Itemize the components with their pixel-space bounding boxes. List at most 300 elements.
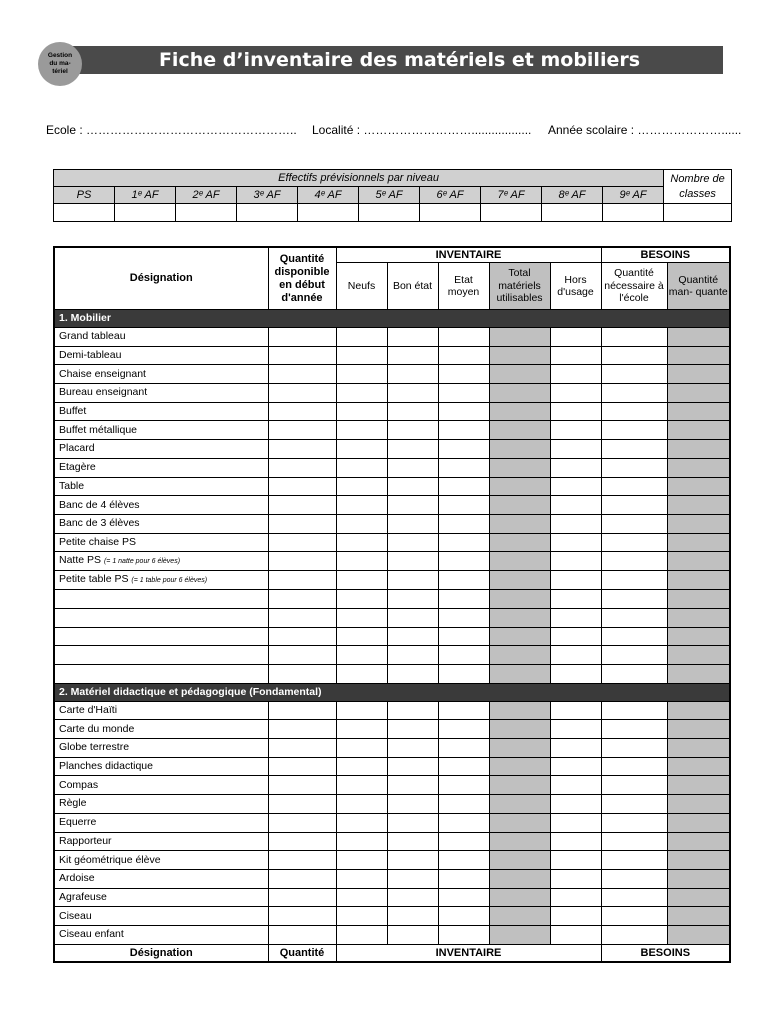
- entry-cell[interactable]: [336, 832, 387, 851]
- entry-cell[interactable]: [387, 907, 438, 926]
- entry-cell[interactable]: [667, 346, 730, 365]
- item-designation: [54, 888, 268, 907]
- entry-cell[interactable]: [667, 795, 730, 814]
- entry-cell[interactable]: [667, 701, 730, 720]
- entry-cell[interactable]: [601, 907, 667, 926]
- entry-cell[interactable]: [667, 776, 730, 795]
- effectif-input-cell[interactable]: [481, 204, 542, 222]
- item-label: Carte d'Haïti: [59, 704, 118, 717]
- entry-cell[interactable]: [387, 477, 438, 496]
- entry-cell[interactable]: [438, 552, 489, 571]
- entry-cell[interactable]: [550, 851, 601, 870]
- entry-cell[interactable]: [438, 795, 489, 814]
- entry-cell[interactable]: [438, 346, 489, 365]
- entry-cell[interactable]: [387, 627, 438, 646]
- entry-cell[interactable]: [667, 869, 730, 888]
- table-row: [54, 739, 730, 758]
- entry-cell[interactable]: [489, 477, 550, 496]
- entry-cell[interactable]: [667, 925, 730, 944]
- entry-cell[interactable]: [550, 440, 601, 459]
- entry-cell[interactable]: [438, 514, 489, 533]
- entry-cell[interactable]: [601, 701, 667, 720]
- entry-cell[interactable]: [387, 776, 438, 795]
- entry-cell[interactable]: [667, 514, 730, 533]
- entry-cell[interactable]: [438, 701, 489, 720]
- entry-cell[interactable]: [268, 552, 336, 571]
- entry-cell[interactable]: [336, 477, 387, 496]
- entry-cell[interactable]: [601, 608, 667, 627]
- entry-cell[interactable]: [667, 590, 730, 609]
- entry-cell[interactable]: [336, 907, 387, 926]
- section-title: 2. Matériel didactique et pédagogique (Fondamental): [54, 683, 730, 701]
- item-designation: [54, 346, 268, 365]
- effectifs-table: [53, 169, 732, 222]
- entry-cell[interactable]: [387, 533, 438, 552]
- entry-cell[interactable]: [667, 832, 730, 851]
- entry-cell[interactable]: [336, 328, 387, 347]
- entry-cell[interactable]: [268, 571, 336, 590]
- entry-cell[interactable]: [550, 869, 601, 888]
- entry-cell[interactable]: [387, 795, 438, 814]
- effectif-input-cell[interactable]: [359, 204, 420, 222]
- entry-cell[interactable]: [489, 757, 550, 776]
- entry-cell[interactable]: [667, 458, 730, 477]
- entry-cell[interactable]: [387, 757, 438, 776]
- entry-cell[interactable]: [268, 627, 336, 646]
- entry-cell[interactable]: [601, 440, 667, 459]
- entry-cell[interactable]: [489, 869, 550, 888]
- entry-cell[interactable]: [387, 813, 438, 832]
- entry-cell[interactable]: [601, 402, 667, 421]
- table-row: [54, 720, 730, 739]
- entry-cell[interactable]: [268, 832, 336, 851]
- entry-cell[interactable]: [601, 739, 667, 758]
- entry-cell[interactable]: [336, 421, 387, 440]
- item-designation: [54, 402, 268, 421]
- effectif-input-cell[interactable]: [237, 204, 298, 222]
- effectif-input-cell[interactable]: [298, 204, 359, 222]
- entry-cell[interactable]: [387, 701, 438, 720]
- entry-cell[interactable]: [667, 384, 730, 403]
- entry-cell[interactable]: [336, 888, 387, 907]
- entry-cell[interactable]: [438, 421, 489, 440]
- entry-cell[interactable]: [438, 813, 489, 832]
- effectif-input-cell[interactable]: [603, 204, 664, 222]
- entry-cell[interactable]: [489, 384, 550, 403]
- entry-cell[interactable]: [336, 813, 387, 832]
- entry-cell[interactable]: [268, 646, 336, 665]
- table-row: [54, 440, 730, 459]
- entry-cell[interactable]: [438, 477, 489, 496]
- entry-cell[interactable]: [489, 646, 550, 665]
- entry-cell[interactable]: [601, 813, 667, 832]
- entry-cell[interactable]: [550, 888, 601, 907]
- entry-cell[interactable]: [268, 813, 336, 832]
- entry-cell[interactable]: [268, 440, 336, 459]
- entry-cell[interactable]: [667, 813, 730, 832]
- entry-cell[interactable]: [601, 627, 667, 646]
- entry-cell[interactable]: [489, 739, 550, 758]
- entry-cell[interactable]: [268, 701, 336, 720]
- entry-cell[interactable]: [489, 907, 550, 926]
- entry-cell[interactable]: [336, 925, 387, 944]
- entry-cell[interactable]: [387, 665, 438, 684]
- entry-cell[interactable]: [268, 851, 336, 870]
- entry-cell[interactable]: [489, 813, 550, 832]
- level-label: PS: [54, 187, 115, 204]
- entry-cell[interactable]: [438, 646, 489, 665]
- entry-cell[interactable]: [550, 907, 601, 926]
- item-designation: [54, 925, 268, 944]
- entry-cell[interactable]: [601, 514, 667, 533]
- entry-cell[interactable]: [489, 571, 550, 590]
- entry-cell[interactable]: [550, 646, 601, 665]
- inventaire-subheader: Etat moyen: [438, 263, 489, 310]
- entry-cell[interactable]: [667, 907, 730, 926]
- entry-cell[interactable]: [268, 496, 336, 515]
- entry-cell[interactable]: [550, 701, 601, 720]
- entry-cell[interactable]: [268, 328, 336, 347]
- entry-cell[interactable]: [667, 720, 730, 739]
- effectif-input-cell[interactable]: [54, 204, 115, 222]
- entry-cell[interactable]: [268, 458, 336, 477]
- entry-cell[interactable]: [387, 328, 438, 347]
- entry-cell[interactable]: [387, 421, 438, 440]
- nombre-classes-cell[interactable]: [664, 204, 732, 222]
- entry-cell[interactable]: [336, 851, 387, 870]
- entry-cell[interactable]: [489, 458, 550, 477]
- entry-cell[interactable]: [489, 496, 550, 515]
- entry-cell[interactable]: [268, 776, 336, 795]
- entry-cell[interactable]: [387, 608, 438, 627]
- entry-cell[interactable]: [336, 757, 387, 776]
- entry-cell[interactable]: [336, 869, 387, 888]
- entry-cell[interactable]: [489, 402, 550, 421]
- entry-cell[interactable]: [438, 907, 489, 926]
- entry-cell[interactable]: [489, 720, 550, 739]
- entry-cell[interactable]: [268, 925, 336, 944]
- entry-cell[interactable]: [601, 477, 667, 496]
- entry-cell[interactable]: [601, 888, 667, 907]
- entry-cell[interactable]: [387, 402, 438, 421]
- entry-cell[interactable]: [667, 608, 730, 627]
- entry-cell[interactable]: [489, 440, 550, 459]
- entry-cell[interactable]: [489, 851, 550, 870]
- entry-cell[interactable]: [268, 757, 336, 776]
- entry-cell[interactable]: [336, 739, 387, 758]
- entry-cell[interactable]: [438, 925, 489, 944]
- entry-cell[interactable]: [268, 888, 336, 907]
- entry-cell[interactable]: [336, 646, 387, 665]
- entry-cell[interactable]: [667, 365, 730, 384]
- entry-cell[interactable]: [268, 514, 336, 533]
- entry-cell[interactable]: [667, 571, 730, 590]
- entry-cell[interactable]: [387, 458, 438, 477]
- localite-field: Localité : ………………………..................: [312, 123, 532, 137]
- table-row: [54, 776, 730, 795]
- entry-cell[interactable]: [550, 925, 601, 944]
- entry-cell[interactable]: [268, 346, 336, 365]
- entry-cell[interactable]: [268, 590, 336, 609]
- effectif-input-cell[interactable]: [420, 204, 481, 222]
- entry-cell[interactable]: [550, 477, 601, 496]
- entry-cell[interactable]: [268, 533, 336, 552]
- level-label: 1ᵉ AF: [115, 187, 176, 204]
- entry-cell[interactable]: [336, 384, 387, 403]
- entry-cell[interactable]: [667, 851, 730, 870]
- entry-cell[interactable]: [387, 571, 438, 590]
- entry-cell[interactable]: [601, 925, 667, 944]
- entry-cell[interactable]: [438, 888, 489, 907]
- entry-cell[interactable]: [268, 402, 336, 421]
- entry-cell[interactable]: [438, 869, 489, 888]
- entry-cell[interactable]: [387, 496, 438, 515]
- entry-cell[interactable]: [387, 590, 438, 609]
- entry-cell[interactable]: [550, 496, 601, 515]
- entry-cell[interactable]: [336, 458, 387, 477]
- entry-cell[interactable]: [601, 571, 667, 590]
- entry-cell[interactable]: [438, 365, 489, 384]
- entry-cell[interactable]: [550, 552, 601, 571]
- entry-cell[interactable]: [438, 458, 489, 477]
- entry-cell[interactable]: [387, 851, 438, 870]
- entry-cell[interactable]: [387, 514, 438, 533]
- entry-cell[interactable]: [601, 458, 667, 477]
- entry-cell[interactable]: [601, 552, 667, 571]
- table-row: [54, 458, 730, 477]
- entry-cell[interactable]: [268, 384, 336, 403]
- entry-cell[interactable]: [489, 590, 550, 609]
- entry-cell[interactable]: [387, 888, 438, 907]
- entry-cell[interactable]: [387, 384, 438, 403]
- entry-cell[interactable]: [489, 346, 550, 365]
- item-designation: [54, 720, 268, 739]
- item-label: Globe terrestre: [59, 741, 130, 754]
- entry-cell[interactable]: [601, 757, 667, 776]
- entry-cell[interactable]: [438, 739, 489, 758]
- entry-cell[interactable]: [268, 477, 336, 496]
- entry-cell[interactable]: [601, 795, 667, 814]
- entry-cell[interactable]: [336, 440, 387, 459]
- entry-cell[interactable]: [438, 832, 489, 851]
- footer-header-row: [54, 944, 730, 962]
- entry-cell[interactable]: [601, 646, 667, 665]
- entry-cell[interactable]: [550, 384, 601, 403]
- entry-cell[interactable]: [667, 440, 730, 459]
- entry-cell[interactable]: [387, 720, 438, 739]
- entry-cell[interactable]: [489, 608, 550, 627]
- entry-cell[interactable]: [438, 665, 489, 684]
- entry-cell[interactable]: [387, 346, 438, 365]
- entry-cell[interactable]: [438, 608, 489, 627]
- entry-cell[interactable]: [387, 552, 438, 571]
- entry-cell[interactable]: [336, 514, 387, 533]
- table-row: [54, 421, 730, 440]
- entry-cell[interactable]: [268, 720, 336, 739]
- entry-cell[interactable]: [667, 533, 730, 552]
- entry-cell[interactable]: [438, 590, 489, 609]
- entry-cell[interactable]: [438, 496, 489, 515]
- table-row: [54, 869, 730, 888]
- section-header-row: [54, 310, 730, 328]
- entry-cell[interactable]: [601, 346, 667, 365]
- entry-cell[interactable]: [336, 346, 387, 365]
- entry-cell[interactable]: [336, 496, 387, 515]
- entry-cell[interactable]: [387, 869, 438, 888]
- entry-cell[interactable]: [489, 533, 550, 552]
- entry-cell[interactable]: [550, 590, 601, 609]
- entry-cell[interactable]: [336, 720, 387, 739]
- entry-cell[interactable]: [268, 665, 336, 684]
- entry-cell[interactable]: [268, 869, 336, 888]
- entry-cell[interactable]: [489, 888, 550, 907]
- item-label: Grand tableau: [59, 330, 126, 343]
- entry-cell[interactable]: [268, 739, 336, 758]
- entry-cell[interactable]: [438, 384, 489, 403]
- entry-cell[interactable]: [550, 665, 601, 684]
- entry-cell[interactable]: [601, 384, 667, 403]
- entry-cell[interactable]: [336, 402, 387, 421]
- entry-cell[interactable]: [438, 627, 489, 646]
- entry-cell[interactable]: [438, 533, 489, 552]
- entry-cell[interactable]: [438, 851, 489, 870]
- entry-cell[interactable]: [667, 496, 730, 515]
- entry-cell[interactable]: [601, 851, 667, 870]
- entry-cell[interactable]: [336, 552, 387, 571]
- entry-cell[interactable]: [489, 776, 550, 795]
- entry-cell[interactable]: [489, 925, 550, 944]
- item-designation: [54, 421, 268, 440]
- entry-cell[interactable]: [601, 869, 667, 888]
- entry-cell[interactable]: [489, 552, 550, 571]
- entry-cell[interactable]: [550, 795, 601, 814]
- entry-cell[interactable]: [268, 795, 336, 814]
- entry-cell[interactable]: [550, 776, 601, 795]
- entry-cell[interactable]: [387, 440, 438, 459]
- entry-cell[interactable]: [268, 421, 336, 440]
- entry-cell[interactable]: [550, 720, 601, 739]
- entry-cell[interactable]: [550, 608, 601, 627]
- effectif-input-cell[interactable]: [115, 204, 176, 222]
- entry-cell[interactable]: [601, 590, 667, 609]
- entry-cell[interactable]: [667, 552, 730, 571]
- entry-cell[interactable]: [387, 925, 438, 944]
- entry-cell[interactable]: [601, 328, 667, 347]
- entry-cell[interactable]: [667, 627, 730, 646]
- item-designation: [54, 458, 268, 477]
- table-row: [54, 608, 730, 627]
- entry-cell[interactable]: [550, 757, 601, 776]
- entry-cell[interactable]: [489, 627, 550, 646]
- entry-cell[interactable]: [550, 421, 601, 440]
- entry-cell[interactable]: [438, 720, 489, 739]
- entry-cell[interactable]: [601, 496, 667, 515]
- entry-cell[interactable]: [550, 458, 601, 477]
- entry-cell[interactable]: [550, 402, 601, 421]
- entry-cell[interactable]: [438, 757, 489, 776]
- entry-cell[interactable]: [550, 346, 601, 365]
- entry-cell[interactable]: [336, 701, 387, 720]
- entry-cell[interactable]: [489, 701, 550, 720]
- entry-cell[interactable]: [667, 665, 730, 684]
- entry-cell[interactable]: [550, 832, 601, 851]
- entry-cell[interactable]: [336, 571, 387, 590]
- effectif-input-cell[interactable]: [542, 204, 603, 222]
- entry-cell[interactable]: [438, 440, 489, 459]
- entry-cell[interactable]: [667, 328, 730, 347]
- entry-cell[interactable]: [667, 421, 730, 440]
- entry-cell[interactable]: [438, 776, 489, 795]
- entry-cell[interactable]: [667, 646, 730, 665]
- entry-cell[interactable]: [550, 571, 601, 590]
- entry-cell[interactable]: [601, 832, 667, 851]
- entry-cell[interactable]: [601, 421, 667, 440]
- entry-cell[interactable]: [550, 739, 601, 758]
- entry-cell[interactable]: [336, 590, 387, 609]
- entry-cell[interactable]: [550, 813, 601, 832]
- entry-cell[interactable]: [667, 477, 730, 496]
- entry-cell[interactable]: [387, 832, 438, 851]
- item-label: Natte PS: [59, 554, 102, 567]
- entry-cell[interactable]: [601, 365, 667, 384]
- entry-cell[interactable]: [336, 608, 387, 627]
- entry-cell[interactable]: [601, 720, 667, 739]
- entry-cell[interactable]: [268, 608, 336, 627]
- entry-cell[interactable]: [387, 739, 438, 758]
- entry-cell[interactable]: [438, 571, 489, 590]
- table-row: [54, 701, 730, 720]
- entry-cell[interactable]: [387, 365, 438, 384]
- entry-cell[interactable]: [489, 421, 550, 440]
- section-header-row: [54, 683, 730, 701]
- entry-cell[interactable]: [550, 533, 601, 552]
- entry-cell[interactable]: [489, 514, 550, 533]
- entry-cell[interactable]: [550, 328, 601, 347]
- entry-cell[interactable]: [667, 757, 730, 776]
- entry-cell[interactable]: [336, 795, 387, 814]
- entry-cell[interactable]: [336, 627, 387, 646]
- item-designation: [54, 365, 268, 384]
- entry-cell[interactable]: [489, 365, 550, 384]
- entry-cell[interactable]: [667, 402, 730, 421]
- entry-cell[interactable]: [550, 627, 601, 646]
- entry-cell[interactable]: [550, 365, 601, 384]
- entry-cell[interactable]: [336, 365, 387, 384]
- effectif-input-cell[interactable]: [176, 204, 237, 222]
- entry-cell[interactable]: [489, 665, 550, 684]
- entry-cell[interactable]: [336, 665, 387, 684]
- entry-cell[interactable]: [601, 533, 667, 552]
- entry-cell[interactable]: [601, 665, 667, 684]
- entry-cell[interactable]: [268, 907, 336, 926]
- entry-cell[interactable]: [489, 328, 550, 347]
- entry-cell[interactable]: [387, 646, 438, 665]
- entry-cell[interactable]: [667, 888, 730, 907]
- entry-cell[interactable]: [438, 328, 489, 347]
- entry-cell[interactable]: [336, 776, 387, 795]
- level-label: 7ᵉ AF: [481, 187, 542, 204]
- entry-cell[interactable]: [489, 832, 550, 851]
- entry-cell[interactable]: [268, 365, 336, 384]
- entry-cell[interactable]: [601, 776, 667, 795]
- entry-cell[interactable]: [489, 795, 550, 814]
- entry-cell[interactable]: [336, 533, 387, 552]
- item-designation: [54, 440, 268, 459]
- entry-cell[interactable]: [667, 739, 730, 758]
- entry-cell[interactable]: [438, 402, 489, 421]
- entry-cell[interactable]: [550, 514, 601, 533]
- page-title: Fiche d’inventaire des matériels et mobiliers: [56, 46, 723, 74]
